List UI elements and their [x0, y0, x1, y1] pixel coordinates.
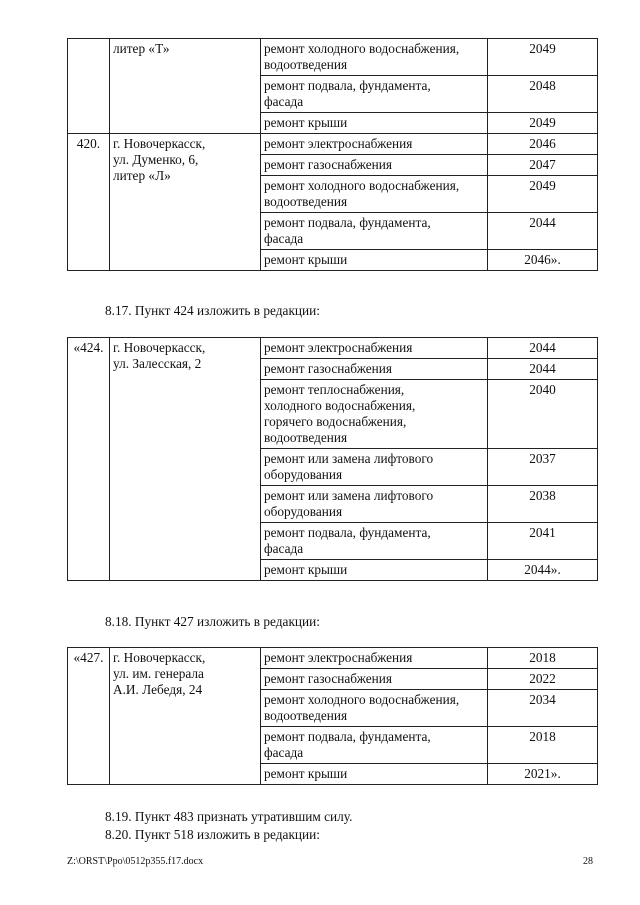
year-cell: 2044». — [488, 560, 598, 581]
table-row — [68, 39, 598, 76]
cell-line: А.И. Лебедя, 24 — [113, 682, 203, 697]
work-type-cell — [261, 449, 488, 486]
buildings-table-part-1 — [67, 38, 598, 271]
cell-line: г. Новочеркасск, — [113, 650, 206, 665]
work-type-cell — [261, 213, 488, 250]
year-cell: 2018 — [488, 648, 598, 669]
cell-line: литер «Л» — [113, 168, 171, 183]
work-type-cell — [261, 727, 488, 764]
cell-line: ремонт теплоснабжения, — [264, 382, 405, 397]
year-cell: 2046 — [488, 134, 598, 155]
year-cell: 2044 — [488, 359, 598, 380]
address-cell — [110, 134, 261, 271]
cell-line: ремонт крыши — [264, 115, 348, 130]
work-type-cell — [261, 338, 488, 359]
year-cell: 2044 — [488, 213, 598, 250]
year-cell: 2048 — [488, 76, 598, 113]
work-type-cell — [261, 560, 488, 581]
year-cell: 2018 — [488, 727, 598, 764]
work-type-cell — [261, 648, 488, 669]
cell-line: ремонт крыши — [264, 766, 348, 781]
cell-line: г. Новочеркасск, — [113, 136, 206, 151]
work-type-cell — [261, 380, 488, 449]
cell-line: ул. Думенко, 6, — [113, 152, 199, 167]
cell-line: водоотведения — [264, 708, 348, 723]
cell-line: ремонт газоснабжения — [264, 157, 392, 172]
paragraph-8-17: 8.17. Пункт 424 изложить в редакции: — [105, 303, 320, 318]
table-body — [68, 39, 598, 271]
cell-line: ремонт электроснабжения — [264, 340, 413, 355]
work-type-cell — [261, 486, 488, 523]
year-cell: 2038 — [488, 486, 598, 523]
item-number-cell: «427. — [68, 648, 110, 785]
work-type-cell — [261, 690, 488, 727]
cell-line: ул. Залесская, 2 — [113, 356, 202, 371]
work-type-cell — [261, 113, 488, 134]
work-type-cell — [261, 134, 488, 155]
cell-line: ремонт электроснабжения — [264, 136, 413, 151]
cell-line: ремонт электроснабжения — [264, 650, 413, 665]
cell-line: холодного водоснабжения, — [264, 398, 416, 413]
cell-line: литер «Т» — [113, 41, 170, 56]
table-row — [68, 134, 598, 155]
work-type-cell — [261, 39, 488, 76]
table-row — [68, 648, 598, 669]
cell-line: ремонт крыши — [264, 252, 348, 267]
cell-line: ремонт подвала, фундамента, — [264, 525, 431, 540]
cell-line: водоотведения — [264, 430, 348, 445]
cell-line: водоотведения — [264, 194, 348, 209]
table-body — [68, 338, 598, 581]
work-type-cell — [261, 155, 488, 176]
address-cell — [110, 338, 261, 581]
footer-file-path: Z:\ORST\Ppo\0512p355.f17.docx — [67, 856, 204, 867]
year-cell: 2022 — [488, 669, 598, 690]
year-cell: 2049 — [488, 113, 598, 134]
work-type-cell — [261, 523, 488, 560]
cell-line: фасада — [264, 94, 304, 109]
year-cell: 2049 — [488, 39, 598, 76]
cell-line: ремонт газоснабжения — [264, 671, 392, 686]
cell-line: горячего водоснабжения, — [264, 414, 407, 429]
cell-line: г. Новочеркасск, — [113, 340, 206, 355]
year-cell: 2037 — [488, 449, 598, 486]
cell-line: ремонт подвала, фундамента, — [264, 78, 431, 93]
work-type-cell — [261, 764, 488, 785]
year-cell: 2049 — [488, 176, 598, 213]
table-row — [68, 338, 598, 359]
item-number-cell: «424. — [68, 338, 110, 581]
item-number-cell — [68, 39, 110, 134]
year-cell: 2047 — [488, 155, 598, 176]
year-cell: 2041 — [488, 523, 598, 560]
buildings-table-item-427 — [67, 647, 598, 785]
item-number-cell: 420. — [68, 134, 110, 271]
cell-line: ул. им. генерала — [113, 666, 204, 681]
cell-line: фасада — [264, 541, 304, 556]
paragraph-8-19: 8.19. Пункт 483 признать утратившим силу. — [105, 809, 353, 824]
work-type-cell — [261, 250, 488, 271]
address-cell — [110, 648, 261, 785]
cell-line: оборудования — [264, 467, 343, 482]
year-cell: 2044 — [488, 338, 598, 359]
cell-line: ремонт крыши — [264, 562, 348, 577]
work-type-cell — [261, 669, 488, 690]
cell-line: ремонт газоснабжения — [264, 361, 392, 376]
cell-line: оборудования — [264, 504, 343, 519]
cell-line: фасада — [264, 745, 304, 760]
year-cell: 2021». — [488, 764, 598, 785]
cell-line: ремонт холодного водоснабжения, — [264, 692, 460, 707]
paragraph-8-18: 8.18. Пункт 427 изложить в редакции: — [105, 614, 320, 629]
year-cell: 2046». — [488, 250, 598, 271]
cell-line: ремонт подвала, фундамента, — [264, 215, 431, 230]
year-cell: 2040 — [488, 380, 598, 449]
cell-line: водоотведения — [264, 57, 348, 72]
work-type-cell — [261, 359, 488, 380]
cell-line: ремонт холодного водоснабжения, — [264, 41, 460, 56]
cell-line: фасада — [264, 231, 304, 246]
work-type-cell — [261, 76, 488, 113]
work-type-cell — [261, 176, 488, 213]
cell-line: ремонт или замена лифтового — [264, 488, 434, 503]
cell-line: ремонт или замена лифтового — [264, 451, 434, 466]
cell-line: ремонт подвала, фундамента, — [264, 729, 431, 744]
footer-page-number: 28 — [583, 856, 593, 867]
paragraph-8-20: 8.20. Пункт 518 изложить в редакции: — [105, 827, 320, 842]
table-body — [68, 648, 598, 785]
address-cell — [110, 39, 261, 134]
buildings-table-item-424 — [67, 337, 598, 581]
year-cell: 2034 — [488, 690, 598, 727]
cell-line: ремонт холодного водоснабжения, — [264, 178, 460, 193]
